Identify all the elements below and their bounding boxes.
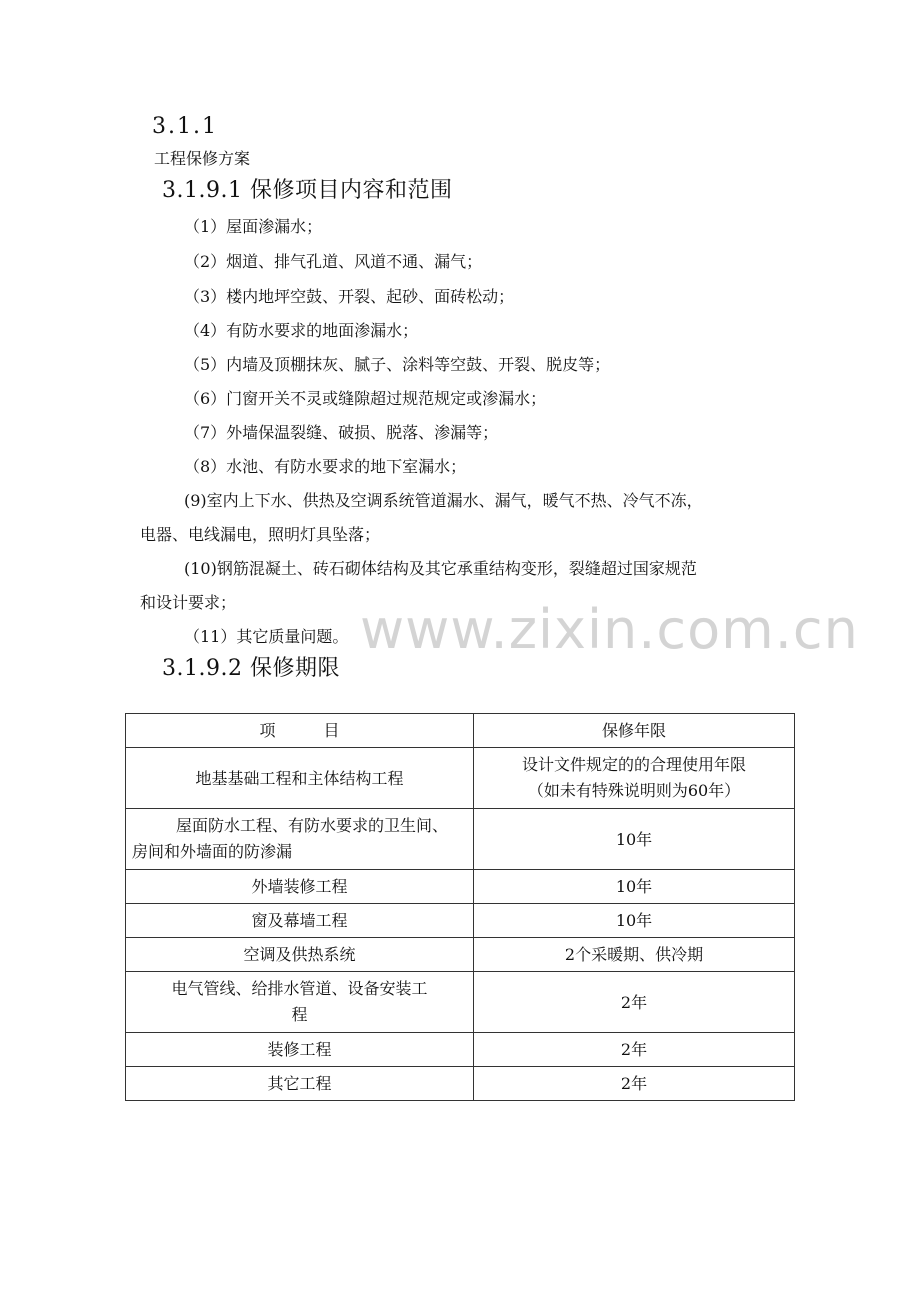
- watermark: www.zixin.com.cn: [360, 598, 859, 661]
- list-item: （3）楼内地坪空鼓、开裂、起砂、面砖松动；: [184, 287, 515, 306]
- list-item: （2）烟道、排气孔道、风道不通、漏气；: [184, 252, 483, 271]
- table-cell-period: 2个采暖期、供冷期: [474, 938, 795, 972]
- table-cell-period: [474, 748, 795, 809]
- table-cell-period: 2年: [474, 1067, 795, 1101]
- table-cell-line: 设计文件规定的的合理使用年限: [521, 755, 746, 774]
- table-row: [126, 904, 795, 938]
- table-cell-project: 其它工程: [126, 1067, 474, 1101]
- table-row: [126, 1033, 795, 1067]
- list-item-line: (9)室内上下水、供热及空调系统管道漏水、漏气，暖气不热、冷气不冻，: [184, 491, 703, 510]
- table-cell-project: 地基基础工程和主体结构工程: [126, 748, 474, 809]
- table-row: [126, 809, 795, 870]
- list-item: （5）内墙及顶棚抹灰、腻子、涂料等空鼓、开裂、脱皮等；: [184, 355, 611, 374]
- list-item: （1）屋面渗漏水；: [184, 217, 323, 236]
- warranty-period-table: [125, 713, 795, 1101]
- table-row: [126, 938, 795, 972]
- table-row: [126, 748, 795, 809]
- table-header-cell: 保修年限: [474, 714, 795, 748]
- table-cell-line: 屋面防水工程、有防水要求的卫生间、: [176, 816, 449, 835]
- table-cell-period: 10年: [474, 870, 795, 904]
- table-cell-period: 2年: [474, 1033, 795, 1067]
- table-row: [126, 972, 795, 1033]
- table-cell-project: [126, 972, 474, 1033]
- table-cell-line: 程: [291, 1005, 308, 1024]
- list-item-line: 和设计要求；: [140, 593, 237, 612]
- table-cell-project: 装修工程: [126, 1033, 474, 1067]
- section-number-heading: 3.1.1: [152, 114, 218, 139]
- table-header-row: [126, 714, 795, 748]
- list-item-line: (10)钢筋混凝土、砖石砌体结构及其它承重结构变形，裂缝超过国家规范: [184, 559, 697, 578]
- table-row: [126, 1067, 795, 1101]
- section-heading-scope: 3.1.9.1 保修项目内容和范围: [162, 178, 453, 203]
- table-header-cell: 项 目: [126, 714, 474, 748]
- table-cell-project: [126, 809, 474, 870]
- table-cell-project: 空调及供热系统: [126, 938, 474, 972]
- table-cell-line: 电气管线、给排水管道、设备安装工: [171, 979, 428, 998]
- table-cell-line: （如未有特殊说明则为60年）: [527, 781, 741, 800]
- table-cell-period: 10年: [474, 904, 795, 938]
- table-cell-project: 外墙装修工程: [126, 870, 474, 904]
- table-cell-line: 房间和外墙面的防渗漏: [132, 842, 293, 861]
- list-item: （8）水池、有防水要求的地下室漏水；: [184, 457, 467, 476]
- table-row: [126, 870, 795, 904]
- list-item: （4）有防水要求的地面渗漏水；: [184, 321, 419, 340]
- list-item: （11）其它质量问题。: [184, 627, 349, 646]
- table-cell-period: 2年: [474, 972, 795, 1033]
- table-cell-period: 10年: [474, 809, 795, 870]
- section-heading-period: 3.1.9.2 保修期限: [162, 656, 340, 681]
- list-item: （7）外墙保温裂缝、破损、脱落、渗漏等；: [184, 423, 499, 442]
- document-subtitle: 工程保修方案: [154, 149, 251, 168]
- table-cell-project: 窗及幕墙工程: [126, 904, 474, 938]
- list-item-line: 电器、电线漏电，照明灯具坠落；: [140, 525, 381, 544]
- list-item: （6）门窗开关不灵或缝隙超过规范规定或渗漏水；: [184, 389, 547, 408]
